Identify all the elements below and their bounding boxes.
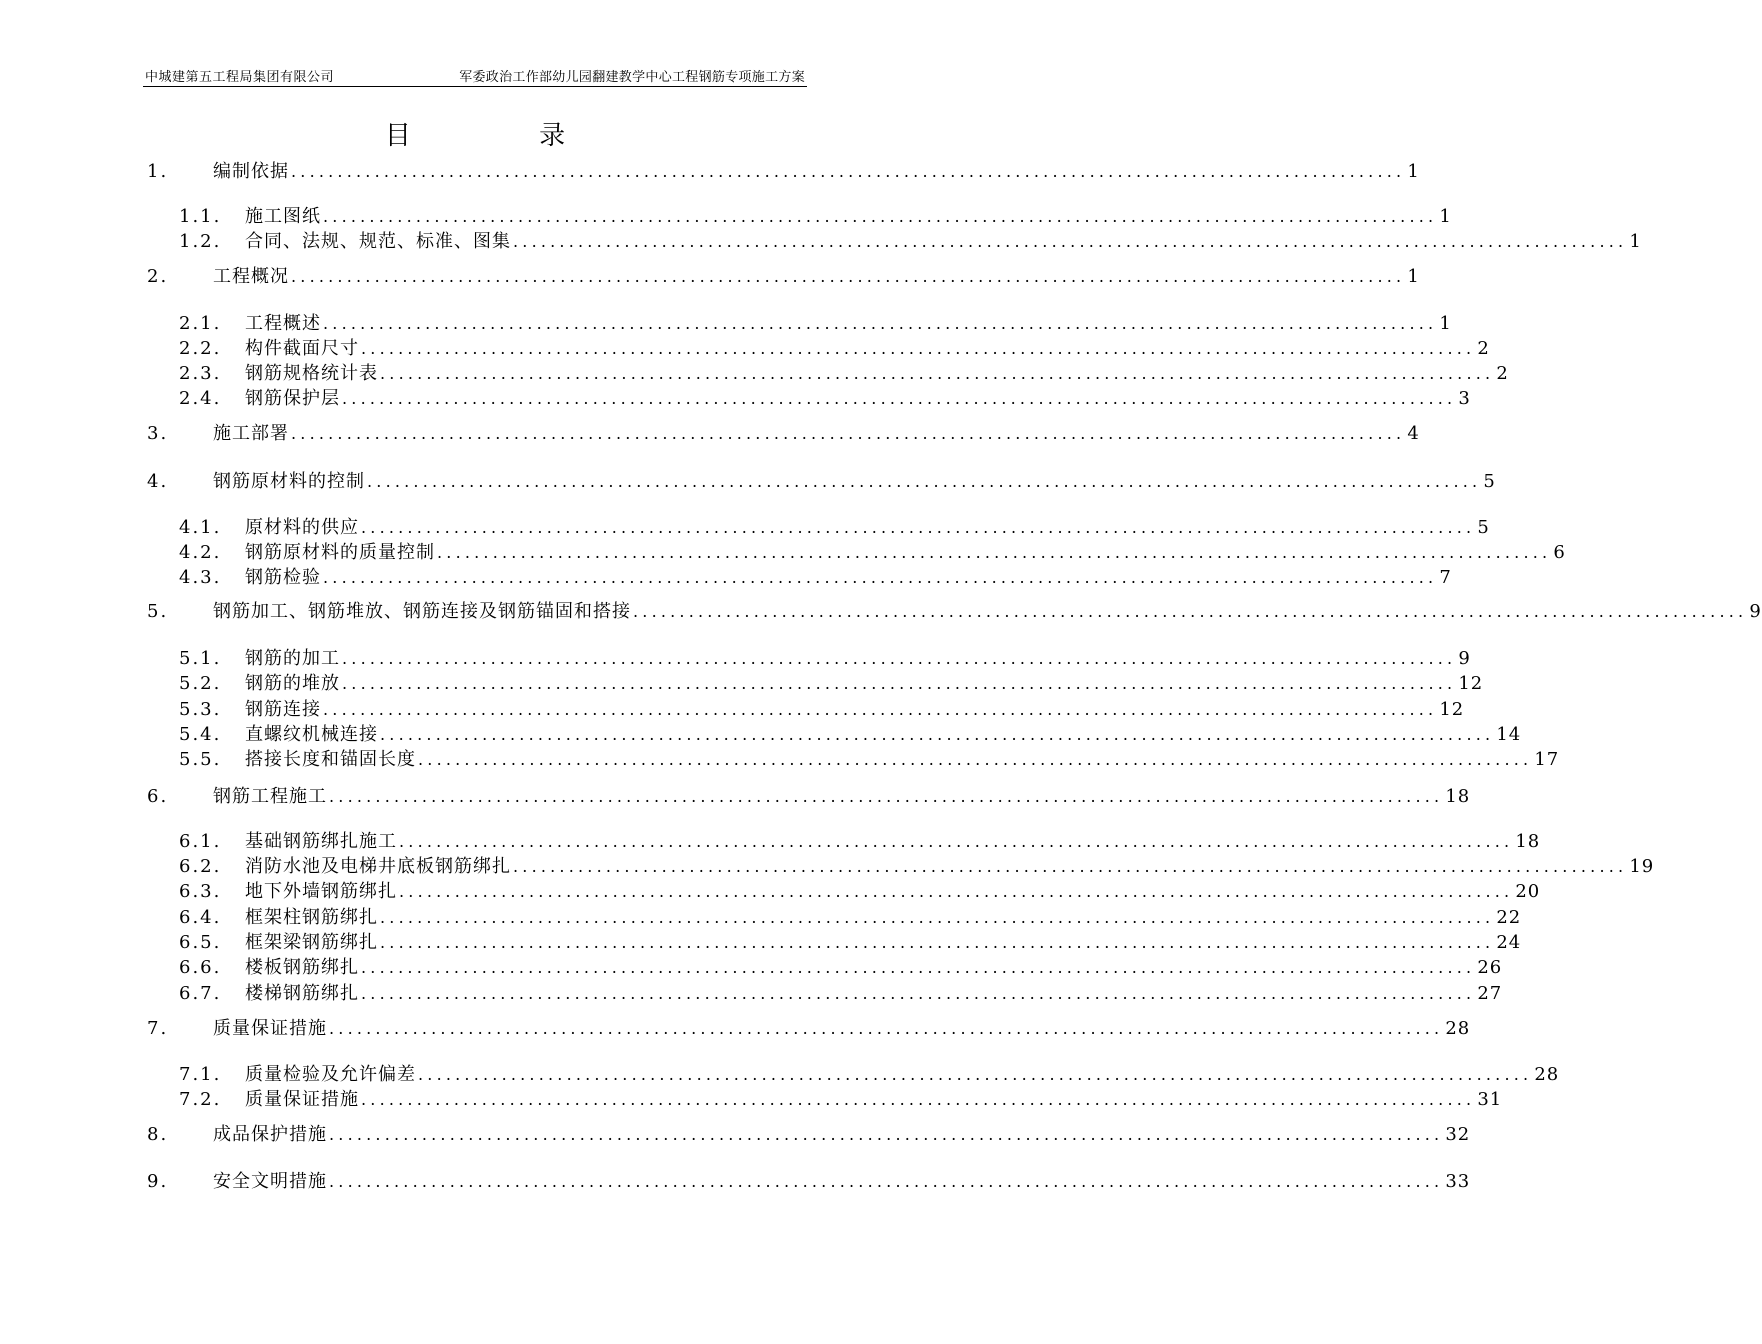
toc-page-number: 20 — [1515, 881, 1541, 902]
toc-page-number: 7 — [1439, 567, 1452, 588]
toc-number: 5.2. — [179, 673, 222, 694]
toc-leader-dots: ........................................................................................................................ — [367, 472, 1482, 491]
toc-number: 9. — [147, 1171, 169, 1192]
toc-number: 6.3. — [179, 881, 222, 902]
toc-label: 钢筋原材料的控制 — [213, 471, 365, 492]
toc-number: 7.1. — [179, 1064, 222, 1085]
toc-page-number: 3 — [1458, 388, 1471, 409]
toc-chapter[interactable] — [147, 1170, 1471, 1194]
toc-page-number: 1 — [1439, 313, 1452, 334]
toc-section[interactable] — [147, 830, 1541, 854]
toc-section[interactable] — [147, 647, 1471, 671]
toc-section[interactable] — [147, 723, 1522, 747]
toc-leader-dots: ........................................................................................................................ — [361, 958, 1476, 977]
toc-number: 5.3. — [179, 699, 222, 720]
toc-section[interactable] — [147, 362, 1509, 386]
toc-chapter[interactable] — [147, 600, 1762, 624]
toc-leader-dots: ........................................................................................................................ — [329, 787, 1444, 806]
toc-section[interactable] — [147, 906, 1522, 930]
toc-page-number: 4 — [1407, 423, 1420, 444]
toc-number: 1.2. — [179, 231, 222, 252]
toc-leader-dots: ........................................................................................................................ — [329, 1172, 1444, 1191]
toc-number: 5.4. — [179, 724, 222, 745]
toc-section[interactable] — [147, 1088, 1503, 1112]
toc-section[interactable] — [147, 748, 1560, 772]
toc-page-number: 31 — [1477, 1089, 1503, 1110]
toc-label: 施工部署 — [213, 423, 289, 444]
toc-number: 5. — [147, 601, 169, 622]
toc-label: 工程概况 — [213, 266, 289, 287]
toc-page-number: 32 — [1445, 1124, 1471, 1145]
toc-number: 4.2. — [179, 542, 222, 563]
toc-label: 钢筋工程施工 — [213, 786, 327, 807]
toc-page-number: 1 — [1407, 266, 1420, 287]
toc-title: 目 录 — [384, 121, 626, 151]
toc-leader-dots: ........................................................................................................................ — [361, 518, 1476, 537]
toc-label: 钢筋检验 — [245, 567, 321, 588]
toc-leader-dots: ........................................................................................................................ — [380, 933, 1495, 952]
toc-number: 2.2. — [179, 338, 222, 359]
toc-page-number: 5 — [1477, 517, 1490, 538]
toc-page-number: 33 — [1445, 1171, 1471, 1192]
toc-page-number: 1 — [1407, 161, 1420, 182]
toc-number: 2.3. — [179, 363, 222, 384]
toc-section[interactable] — [147, 337, 1490, 361]
toc-leader-dots: ........................................................................................................................ — [361, 339, 1476, 358]
toc-page-number: 9 — [1749, 601, 1762, 622]
toc-leader-dots: ........................................................................................................................ — [323, 207, 1438, 226]
toc-page-number: 1 — [1629, 231, 1642, 252]
toc-number: 1.1. — [179, 206, 222, 227]
toc-label: 钢筋规格统计表 — [245, 363, 378, 384]
toc-page-number: 12 — [1439, 699, 1465, 720]
toc-section[interactable] — [147, 312, 1452, 336]
toc-number: 4. — [147, 471, 169, 492]
toc-leader-dots: ........................................................................................................................ — [513, 857, 1628, 876]
toc-chapter[interactable] — [147, 1017, 1471, 1041]
toc-page-number: 6 — [1553, 542, 1566, 563]
toc-section[interactable] — [147, 880, 1541, 904]
toc-number: 6. — [147, 786, 169, 807]
toc-label: 地下外墙钢筋绑扎 — [245, 881, 397, 902]
toc-leader-dots: ........................................................................................................................ — [399, 832, 1514, 851]
toc-leader-dots: ........................................................................................................................ — [323, 314, 1438, 333]
toc-chapter[interactable] — [147, 470, 1496, 494]
toc-label: 成品保护措施 — [213, 1124, 327, 1145]
header-company: 中城建第五工程局集团有限公司 — [145, 70, 335, 85]
toc-label: 编制依据 — [213, 161, 289, 182]
toc-leader-dots: ........................................................................................................................ — [342, 389, 1457, 408]
toc-label: 钢筋原材料的质量控制 — [245, 542, 435, 563]
toc-section[interactable] — [147, 541, 1566, 565]
toc-leader-dots: ........................................................................................................................ — [361, 984, 1476, 1003]
toc-label: 直螺纹机械连接 — [245, 724, 378, 745]
toc-leader-dots: ........................................................................................................................ — [323, 700, 1438, 719]
toc-page-number: 26 — [1477, 957, 1503, 978]
toc-leader-dots: ........................................................................................................................ — [418, 1065, 1533, 1084]
toc-label: 楼板钢筋绑扎 — [245, 957, 359, 978]
toc-label: 楼梯钢筋绑扎 — [245, 983, 359, 1004]
toc-number: 2.4. — [179, 388, 222, 409]
toc-leader-dots: ........................................................................................................................ — [291, 162, 1406, 181]
toc-page-number: 17 — [1534, 749, 1560, 770]
toc-number: 4.1. — [179, 517, 222, 538]
toc-label: 构件截面尺寸 — [245, 338, 359, 359]
toc-label: 施工图纸 — [245, 206, 321, 227]
toc-number: 2. — [147, 266, 169, 287]
toc-page-number: 28 — [1534, 1064, 1560, 1085]
toc-section[interactable] — [147, 387, 1471, 411]
toc-section[interactable] — [147, 516, 1490, 540]
toc-leader-dots: ........................................................................................................................ — [342, 649, 1457, 668]
toc-leader-dots: ........................................................................................................................ — [291, 424, 1406, 443]
toc-label: 质量检验及允许偏差 — [245, 1064, 416, 1085]
toc-leader-dots: ........................................................................................................................ — [380, 908, 1495, 927]
toc-number: 8. — [147, 1124, 169, 1145]
toc-number: 6.6. — [179, 957, 222, 978]
toc-section[interactable] — [147, 931, 1522, 955]
toc-leader-dots: ........................................................................................................................ — [513, 232, 1628, 251]
toc-label: 工程概述 — [245, 313, 321, 334]
toc-label: 钢筋保护层 — [245, 388, 340, 409]
toc-number: 4.3. — [179, 567, 222, 588]
toc-section[interactable] — [147, 672, 1484, 696]
toc-label: 钢筋连接 — [245, 699, 321, 720]
toc-label: 搭接长度和锚固长度 — [245, 749, 416, 770]
toc-page-number: 1 — [1439, 206, 1452, 227]
toc-number: 5.1. — [179, 648, 222, 669]
table-of-contents — [147, 0, 1762, 1344]
toc-label: 框架梁钢筋绑扎 — [245, 932, 378, 953]
toc-number: 6.2. — [179, 856, 222, 877]
toc-number: 1. — [147, 161, 169, 182]
toc-label: 合同、法规、规范、标准、图集 — [245, 231, 511, 252]
toc-leader-dots: ........................................................................................................................ — [633, 602, 1748, 621]
toc-page-number: 27 — [1477, 983, 1503, 1004]
toc-page-number: 2 — [1477, 338, 1490, 359]
toc-leader-dots: ........................................................................................................................ — [380, 364, 1495, 383]
toc-section[interactable] — [147, 1063, 1560, 1087]
toc-number: 2.1. — [179, 313, 222, 334]
toc-page-number: 22 — [1496, 907, 1522, 928]
toc-section[interactable] — [147, 698, 1465, 722]
toc-label: 基础钢筋绑扎施工 — [245, 831, 397, 852]
toc-leader-dots: ........................................................................................................................ — [329, 1019, 1444, 1038]
toc-page-number: 28 — [1445, 1018, 1471, 1039]
toc-number: 5.5. — [179, 749, 222, 770]
toc-number: 7.2. — [179, 1089, 222, 1110]
toc-section[interactable] — [147, 566, 1452, 590]
toc-leader-dots: ........................................................................................................................ — [342, 674, 1457, 693]
toc-section[interactable] — [147, 230, 1642, 254]
toc-leader-dots: ........................................................................................................................ — [437, 543, 1552, 562]
toc-label: 钢筋的加工 — [245, 648, 340, 669]
toc-label: 钢筋加工、钢筋堆放、钢筋连接及钢筋锚固和搭接 — [213, 601, 631, 622]
toc-page-number: 24 — [1496, 932, 1522, 953]
toc-label: 原材料的供应 — [245, 517, 359, 538]
toc-leader-dots: ........................................................................................................................ — [323, 568, 1438, 587]
toc-number: 6.4. — [179, 907, 222, 928]
toc-label: 框架柱钢筋绑扎 — [245, 907, 378, 928]
toc-page-number: 19 — [1629, 856, 1655, 877]
toc-leader-dots: ........................................................................................................................ — [418, 750, 1533, 769]
toc-leader-dots: ........................................................................................................................ — [399, 882, 1514, 901]
toc-chapter[interactable] — [147, 1123, 1471, 1147]
toc-chapter[interactable] — [147, 785, 1471, 809]
toc-page-number: 9 — [1458, 648, 1471, 669]
toc-number: 6.1. — [179, 831, 222, 852]
toc-chapter[interactable] — [147, 265, 1420, 289]
toc-label: 消防水池及电梯井底板钢筋绑扎 — [245, 856, 511, 877]
toc-page-number: 14 — [1496, 724, 1522, 745]
toc-chapter[interactable] — [147, 422, 1420, 446]
toc-number: 7. — [147, 1018, 169, 1039]
toc-page-number: 12 — [1458, 673, 1484, 694]
toc-number: 6.7. — [179, 983, 222, 1004]
toc-section[interactable] — [147, 855, 1655, 879]
toc-number: 3. — [147, 423, 169, 444]
toc-leader-dots: ........................................................................................................................ — [329, 1125, 1444, 1144]
toc-section[interactable] — [147, 982, 1503, 1006]
toc-label: 质量保证措施 — [213, 1018, 327, 1039]
toc-label: 安全文明措施 — [213, 1171, 327, 1192]
toc-label: 钢筋的堆放 — [245, 673, 340, 694]
toc-section[interactable] — [147, 956, 1503, 980]
header-document-title: 军委政治工作部幼儿园翻建教学中心工程钢筋专项施工方案 — [459, 70, 805, 85]
toc-page-number: 2 — [1496, 363, 1509, 384]
toc-section[interactable] — [147, 205, 1452, 229]
toc-page-number: 5 — [1483, 471, 1496, 492]
toc-leader-dots: ........................................................................................................................ — [380, 725, 1495, 744]
toc-leader-dots: ........................................................................................................................ — [361, 1090, 1476, 1109]
toc-page-number: 18 — [1515, 831, 1541, 852]
toc-leader-dots: ........................................................................................................................ — [291, 267, 1406, 286]
toc-label: 质量保证措施 — [245, 1089, 359, 1110]
toc-number: 6.5. — [179, 932, 222, 953]
toc-chapter[interactable] — [147, 160, 1420, 184]
toc-page-number: 18 — [1445, 786, 1471, 807]
